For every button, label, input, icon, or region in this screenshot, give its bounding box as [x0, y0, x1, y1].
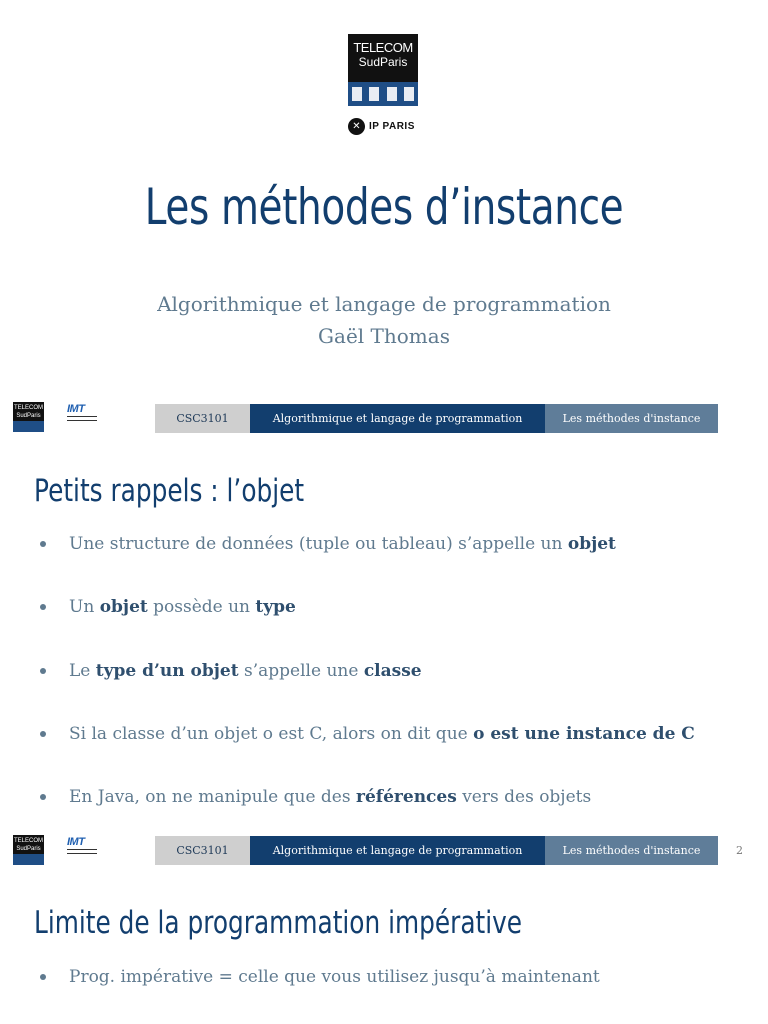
bullet-item: Une structure de données (tuple ou tableau) s’appelle un objet — [40, 534, 616, 554]
ip-paris-logo — [348, 117, 415, 135]
presentation-subtitle: Algorithmique et langage de programmation — [157, 292, 611, 316]
presentation-title: Les méthodes d’instance — [144, 178, 624, 236]
bullet-item: En Java, on ne manipule que des références vers des objets — [40, 787, 591, 807]
telecom-sudparis-logo — [348, 34, 418, 106]
mini-logo-line-1: TELECOM — [13, 838, 43, 844]
logo-line-2: SudParis — [358, 55, 408, 69]
bullet-item: Si la classe d’un objet o est C, alors on dit que o est une instance de C — [40, 724, 695, 744]
mini-logo-line-2: SudParis — [16, 846, 41, 852]
imt-logo-text: IMT — [67, 403, 85, 415]
course-code: CSC3101 — [155, 836, 250, 865]
mini-imt-logo — [67, 404, 101, 420]
bullet-dot — [40, 974, 46, 980]
slide-header-bar — [155, 836, 718, 865]
mini-telecom-logo — [13, 402, 44, 432]
bullet-dot — [40, 541, 46, 547]
mini-logo-line-2: SudParis — [16, 413, 41, 419]
bullet-item: Un objet possède un type — [40, 597, 296, 617]
bullet-dot — [40, 731, 46, 737]
bullet-dot — [40, 794, 46, 800]
bullet-item: Prog. impérative = celle que vous utilisez jusqu’à maintenant — [40, 967, 600, 987]
ip-paris-icon: ✕ — [348, 118, 365, 135]
slide-title: Limite de la programmation impérative — [34, 905, 523, 941]
lecture-name: Les méthodes d'instance — [545, 404, 718, 433]
imt-logo-text: IMT — [67, 836, 85, 848]
course-name: Algorithmique et langage de programmation — [250, 404, 545, 433]
mini-telecom-logo — [13, 835, 44, 865]
slide-title: Petits rappels : l’objet — [34, 473, 305, 509]
bullet-dot — [40, 604, 46, 610]
slide-header-bar — [155, 404, 718, 433]
course-name: Algorithmique et langage de programmation — [250, 836, 545, 865]
page-number: 2 — [736, 844, 743, 857]
mini-logo-line-1: TELECOM — [13, 405, 43, 411]
presentation-author: Gaël Thomas — [318, 324, 450, 348]
lecture-name: Les méthodes d'instance — [545, 836, 718, 865]
course-code: CSC3101 — [155, 404, 250, 433]
logo-line-1: TELECOM — [353, 40, 413, 55]
logo-pattern — [348, 82, 418, 106]
bullet-item: Le type d’un objet s’appelle une classe — [40, 661, 422, 681]
ip-paris-text: IP PARIS — [369, 120, 415, 132]
mini-imt-logo — [67, 837, 101, 853]
bullet-dot — [40, 668, 46, 674]
